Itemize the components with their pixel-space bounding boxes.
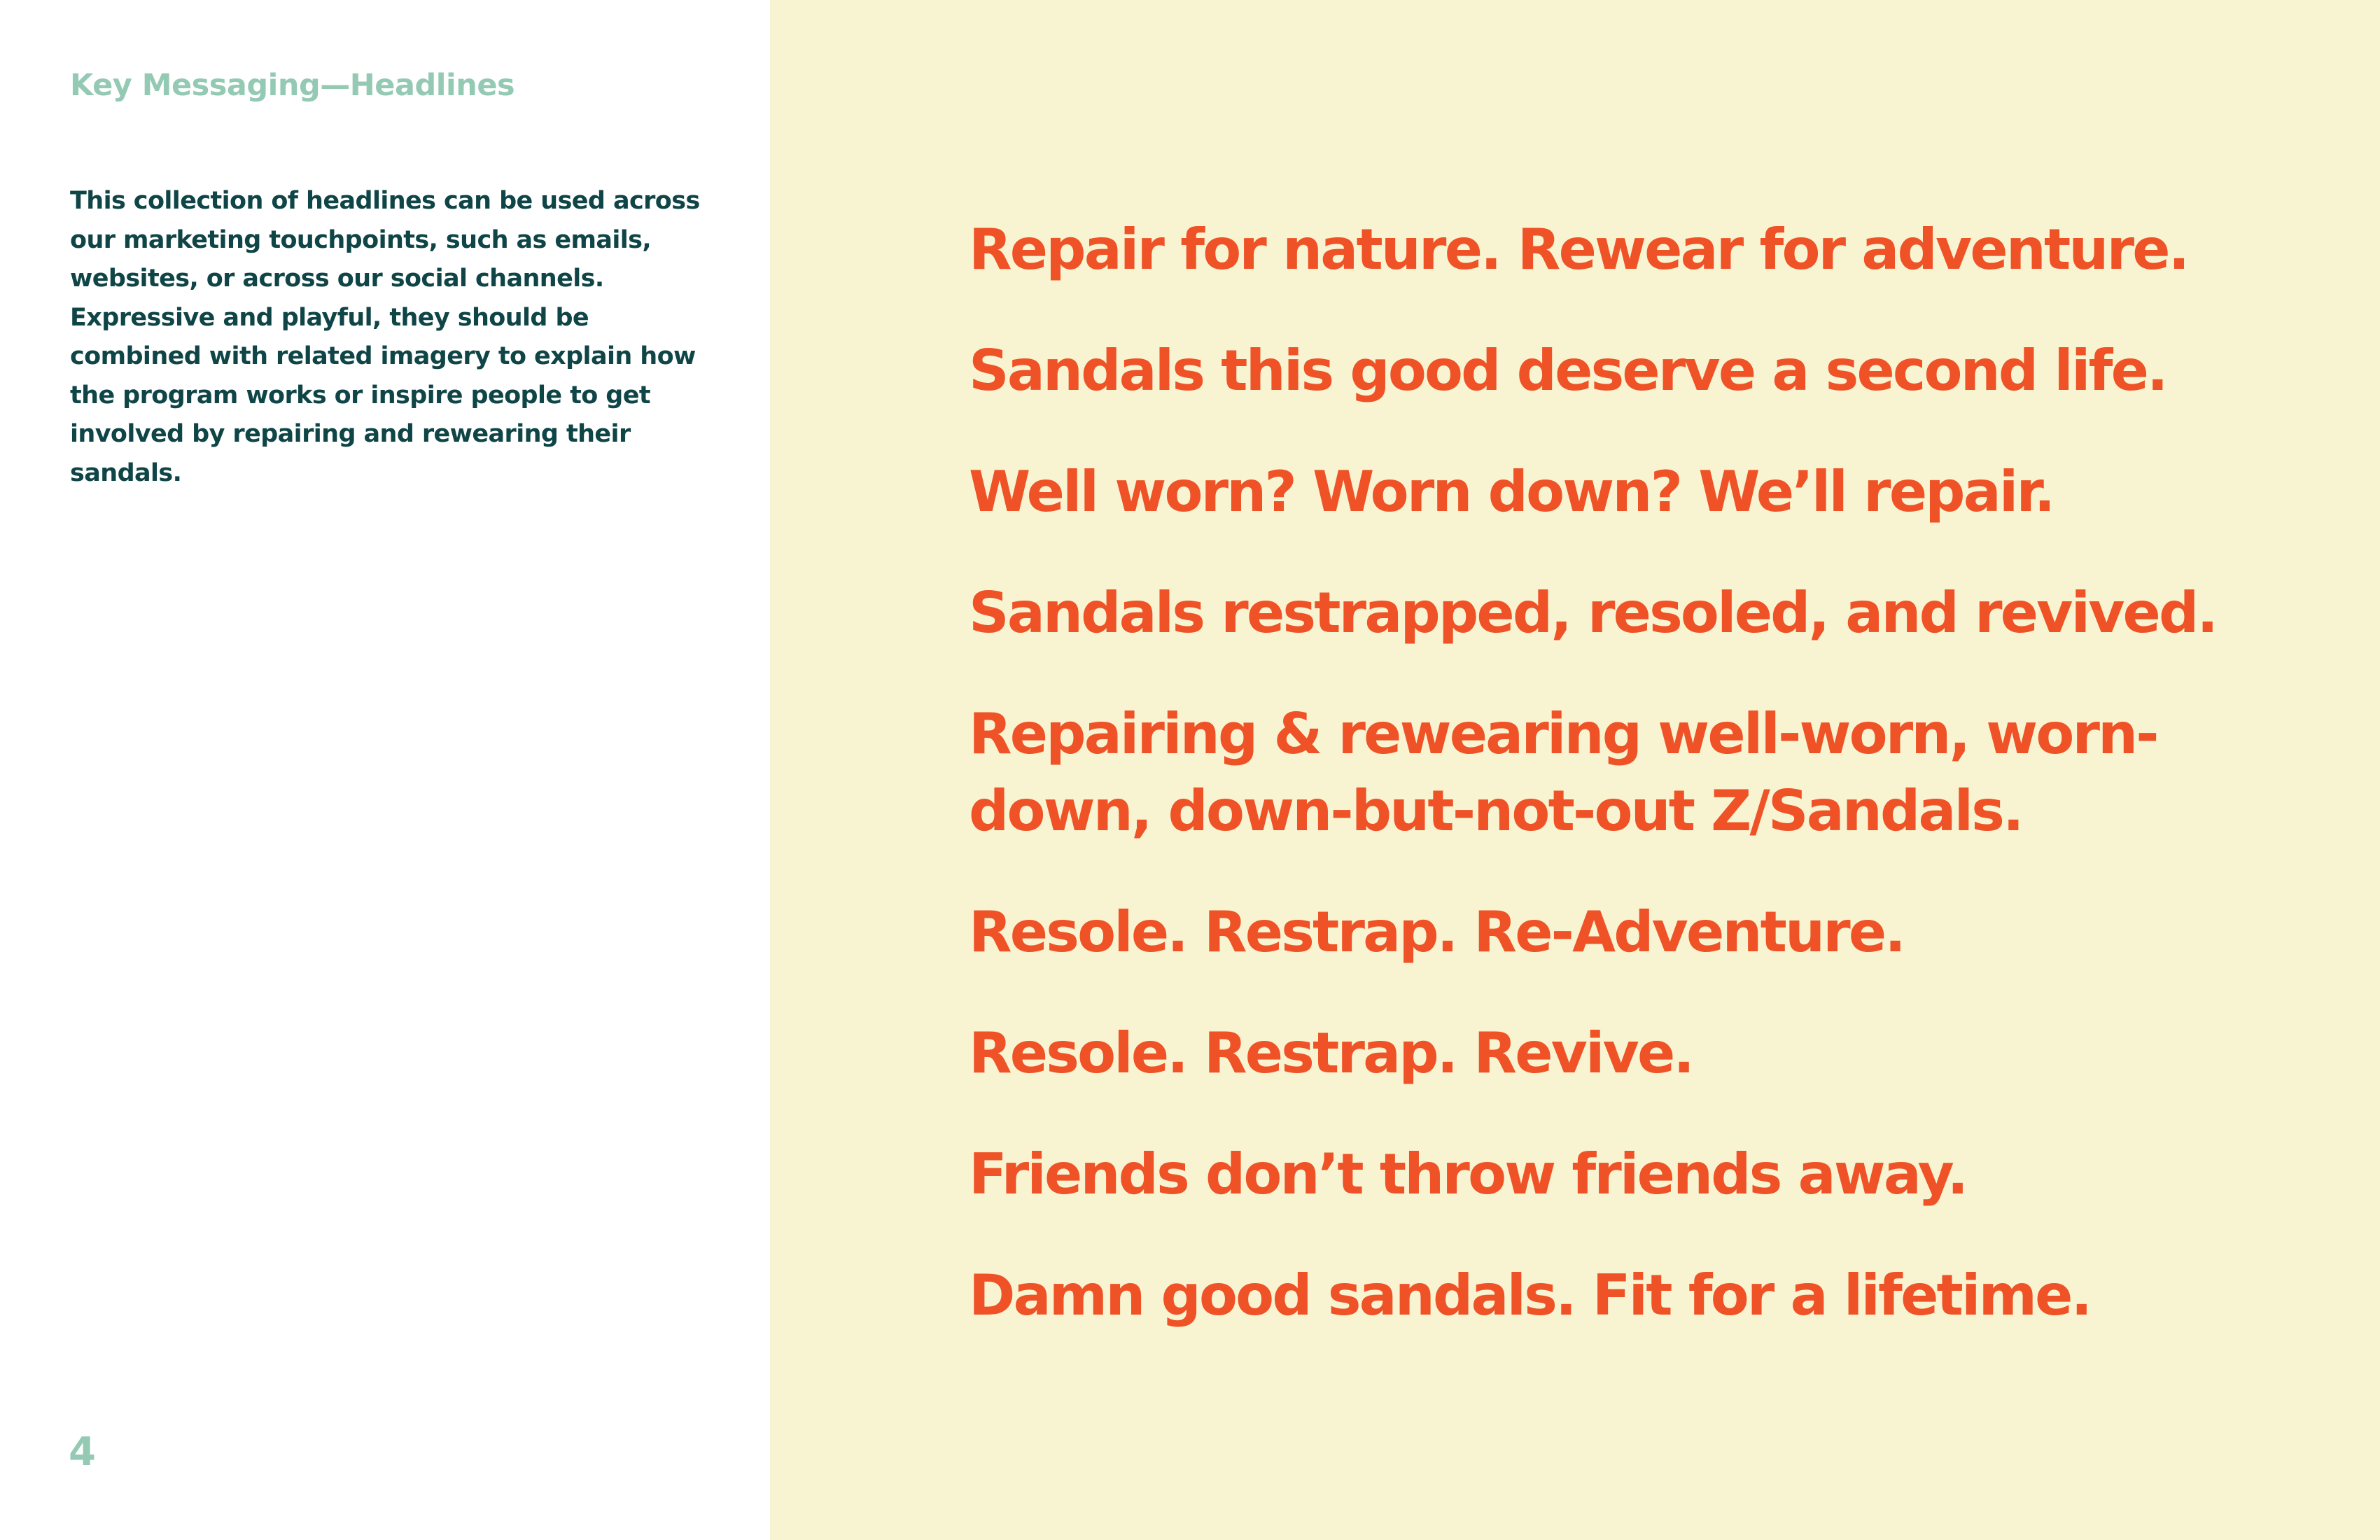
intro-paragraph: This collection of headlines can be used across our marketing touchpoints, such as emails, websites, or across our social channels. Expressive and playful, they should be combined with related imagery to explain how the program works or inspire people to get involved by repairing and rewearing their sandals. [70, 187, 700, 487]
headline-item: Friends don’t throw friends away. [969, 1142, 1967, 1207]
left-panel [0, 0, 770, 1540]
section-title: Key Messaging—Headlines [70, 68, 515, 103]
headline-item: Well worn? Worn down? We’ll repair. [969, 459, 2054, 524]
headline-item: Resole. Restrap. Revive. [969, 1021, 1693, 1086]
headline-item: Sandals this good deserve a second life. [969, 338, 2166, 403]
page-number: 4 [69, 1429, 96, 1475]
headline-item: Repairing & rewearing well-worn, worn-down, down-but-not-out Z/Sandals. [969, 701, 2157, 844]
headline-item: Sandals restrapped, resoled, and revived. [969, 580, 2217, 645]
headline-item: Damn good sandals. Fit for a lifetime. [969, 1263, 2091, 1328]
headline-item: Resole. Restrap. Re-Adventure. [969, 899, 1904, 965]
headline-list [969, 211, 2299, 1334]
headline-item: Repair for nature. Rewear for adventure. [969, 217, 2188, 282]
